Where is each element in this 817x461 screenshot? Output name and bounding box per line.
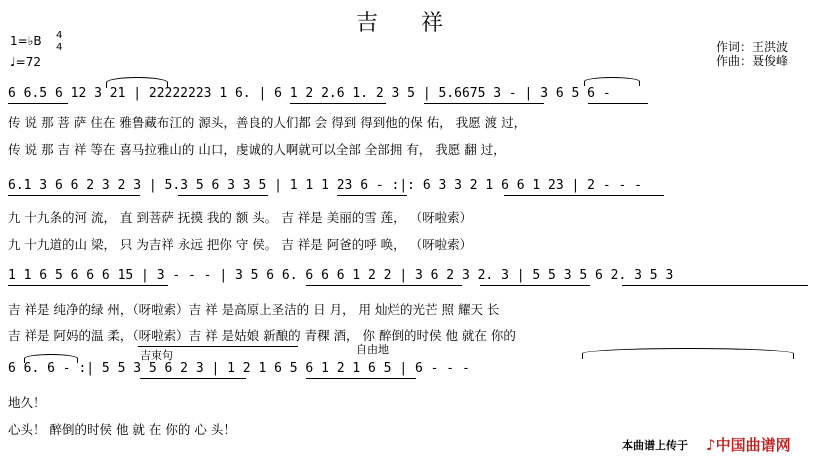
lyric-verse-1: 九 十九条的河 流， 直 到菩萨 抚摸 我的 额 头。 吉 祥是 美丽的雪 莲， （呀啦索）	[8, 210, 473, 225]
slur-mark	[584, 77, 640, 86]
notation-line: 6.1 3 6 6 2 3 2 3 | 5.3 5 6 3 3 5 | 1 1 1 23 6 - :|: 6 3 3 2 1 6 6 1 23 | 2 - - -	[8, 178, 642, 193]
beam-line	[8, 285, 168, 286]
slur-mark	[106, 77, 168, 88]
site-logo	[706, 434, 791, 455]
key-signature: 1=♭B	[10, 34, 42, 48]
lyric-verse-1: 传 说 那 菩 萨 住在 雅鲁藏布江的 源头，善良的人们都 会 得到 得到他的保 佑， 我愿 渡 过，	[8, 115, 527, 130]
lyric-verse-1: 吉 祥是 纯净的绿 州，（呀啦索）吉 祥 是高原上圣洁的 日 月， 用 灿烂的光芒 照 耀天 长	[8, 302, 500, 317]
lyric-verse-2: 心头！ 醉倒的时侯 他 就 在 你的 心 头！	[8, 422, 236, 437]
slur-mark	[582, 348, 794, 359]
lyric-verse-1: 地久！	[8, 395, 46, 410]
beam-line	[306, 285, 462, 286]
song-title: 吉 祥	[356, 11, 461, 36]
tempo-marking: ♩=72	[10, 55, 41, 69]
beam-line	[140, 378, 246, 379]
beam-line	[480, 285, 590, 286]
ending-annotation: 吉束句	[140, 349, 173, 362]
beam-line	[8, 195, 140, 196]
lyric-verse-2: 传 说 那 吉 祥 等在 喜马拉雅山的 山口，虔诚的人啊就可以全部 全部拥 有， 我愿 翻 过，	[8, 142, 506, 157]
beam-line	[290, 103, 386, 104]
beam-line	[622, 285, 808, 286]
beam-line	[337, 195, 407, 196]
time-sig-bottom: 4	[56, 42, 63, 53]
notation-line: 6 6.5 6 12 3 21 | 22222223 1 6. | 6 1 2 2.6 1. 2 3 5 | 5.6675 3 - | 3 6 5 6 -	[8, 86, 611, 101]
upload-note: 本曲谱上传于	[622, 439, 688, 452]
lyricist-credit: 作词：王洪波	[716, 40, 789, 54]
notation-line: 1 1 6 5 6 6 6 15 | 3 - - - | 3 5 6 6. 6 6 6 1 2 2 | 3 6 2 3 2. 3 | 5 5 3 5 6 2. 3 5 3	[8, 268, 674, 283]
site-name: 中国曲谱网	[715, 436, 791, 454]
beam-line	[424, 103, 544, 104]
beam-line	[178, 195, 268, 196]
beam-line	[504, 195, 664, 196]
time-sig-top: 4	[56, 30, 63, 41]
lyric-verse-2: 九 十九道的山 梁， 只 为吉祥 永远 把你 守 侯。 吉 祥是 阿爸的呼 唤， （呀啦索）	[8, 237, 473, 252]
lyric-verse-2: 吉 祥是 阿妈的温 柔，（呀啦索）吉 祥 是姑娘 新酿的 青稞 酒， 你 醉倒的时侯 他 就在 你的	[8, 328, 516, 343]
notation-line: 6 6. 6 - :| 5 5 3 5 6 2 3 | 1 2 1 6 5 6 1 2 1 6 5 | 6 - - -	[8, 361, 470, 376]
site-logo-icon: ♪	[706, 436, 716, 454]
volta-bracket	[138, 346, 298, 347]
tempo-annotation: 自由地	[356, 343, 389, 356]
composer-credit: 作曲：聂俊峰	[716, 54, 789, 68]
beam-line	[588, 103, 648, 104]
beam-line	[306, 378, 416, 379]
beam-line	[8, 103, 68, 104]
